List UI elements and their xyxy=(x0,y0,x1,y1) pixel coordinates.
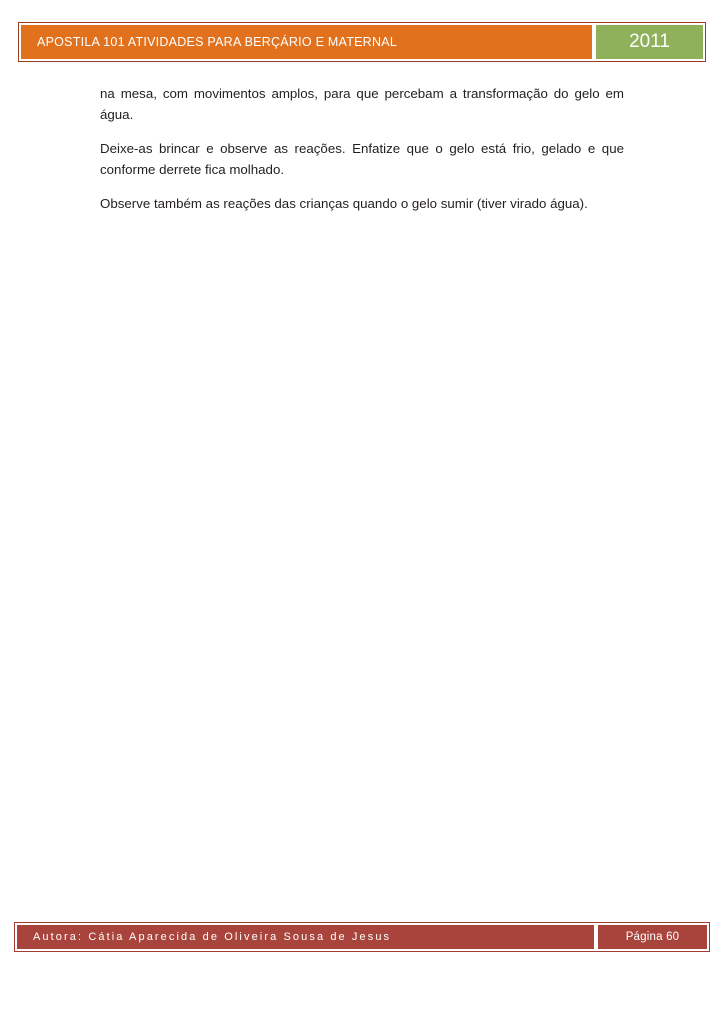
body-paragraph: na mesa, com movimentos amplos, para que percebam a transformação do gelo em água. xyxy=(100,86,624,122)
page-header xyxy=(18,22,706,62)
footer-author: Autora: Cátia Aparecida de Oliveira Sousa de Jesus xyxy=(17,925,594,949)
document-body xyxy=(100,84,624,229)
header-title: APOSTILA 101 ATIVIDADES PARA BERÇÁRIO E MATERNAL xyxy=(21,25,592,59)
header-year: 2011 xyxy=(596,25,703,59)
page-footer xyxy=(14,922,710,952)
footer-page-number: Página 60 xyxy=(598,925,707,949)
body-paragraph: Observe também as reações das crianças quando o gelo sumir (tiver virado água). xyxy=(100,196,588,212)
body-paragraph: Deixe-as brincar e observe as reações. Enfatize que o gelo está frio, gelado e que conforme derrete fica molhado. xyxy=(100,141,624,177)
